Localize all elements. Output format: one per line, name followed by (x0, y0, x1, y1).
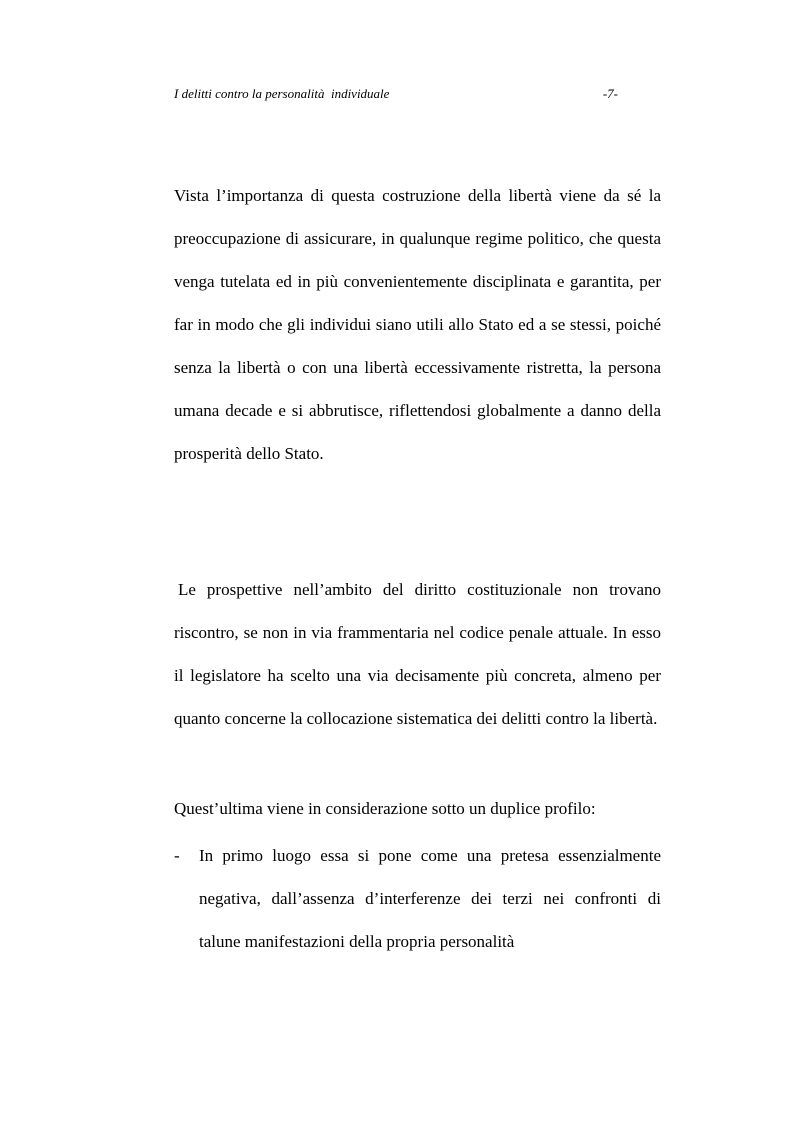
list-item-text: In primo luogo essa si pone come una pretesa essenzialmente negativa, dall’assenza d’interferenze dei terzi nei confronti di talune manifestazioni della propria personalità (199, 846, 661, 951)
paragraph-3: Quest’ultima viene in considerazione sotto un duplice profilo: (174, 799, 596, 818)
header-title: I delitti contro la personalità individuale (174, 86, 390, 101)
paragraph-2: Le prospettive nell’ambito del diritto costituzionale non trovano riscontro, se non in via frammentaria nel codice penale attuale. In esso il legislatore ha scelto una via decisamente più concreta, almeno per quanto concerne la collocazione sistematica dei delitti contro la libertà. (174, 580, 661, 728)
page-number: -7- (602, 86, 618, 101)
list-bullet: - (174, 846, 180, 865)
list-item (174, 834, 661, 963)
profile-list (174, 834, 661, 963)
running-header (174, 84, 618, 104)
paragraph-1: Vista l’importanza di questa costruzione della libertà viene da sé la preoccupazione di assicurare, in qualunque regime politico, che questa venga tutelata ed in più convenientemente disciplinata e garantita, per far in modo che gli individui siano utili allo Stato ed a se stessi, poiché senza la libertà o con una libertà eccessivamente ristretta, la persona umana decade e si abbrutisce, riflettendosi globalmente a danno della prosperità dello Stato. (174, 186, 661, 463)
